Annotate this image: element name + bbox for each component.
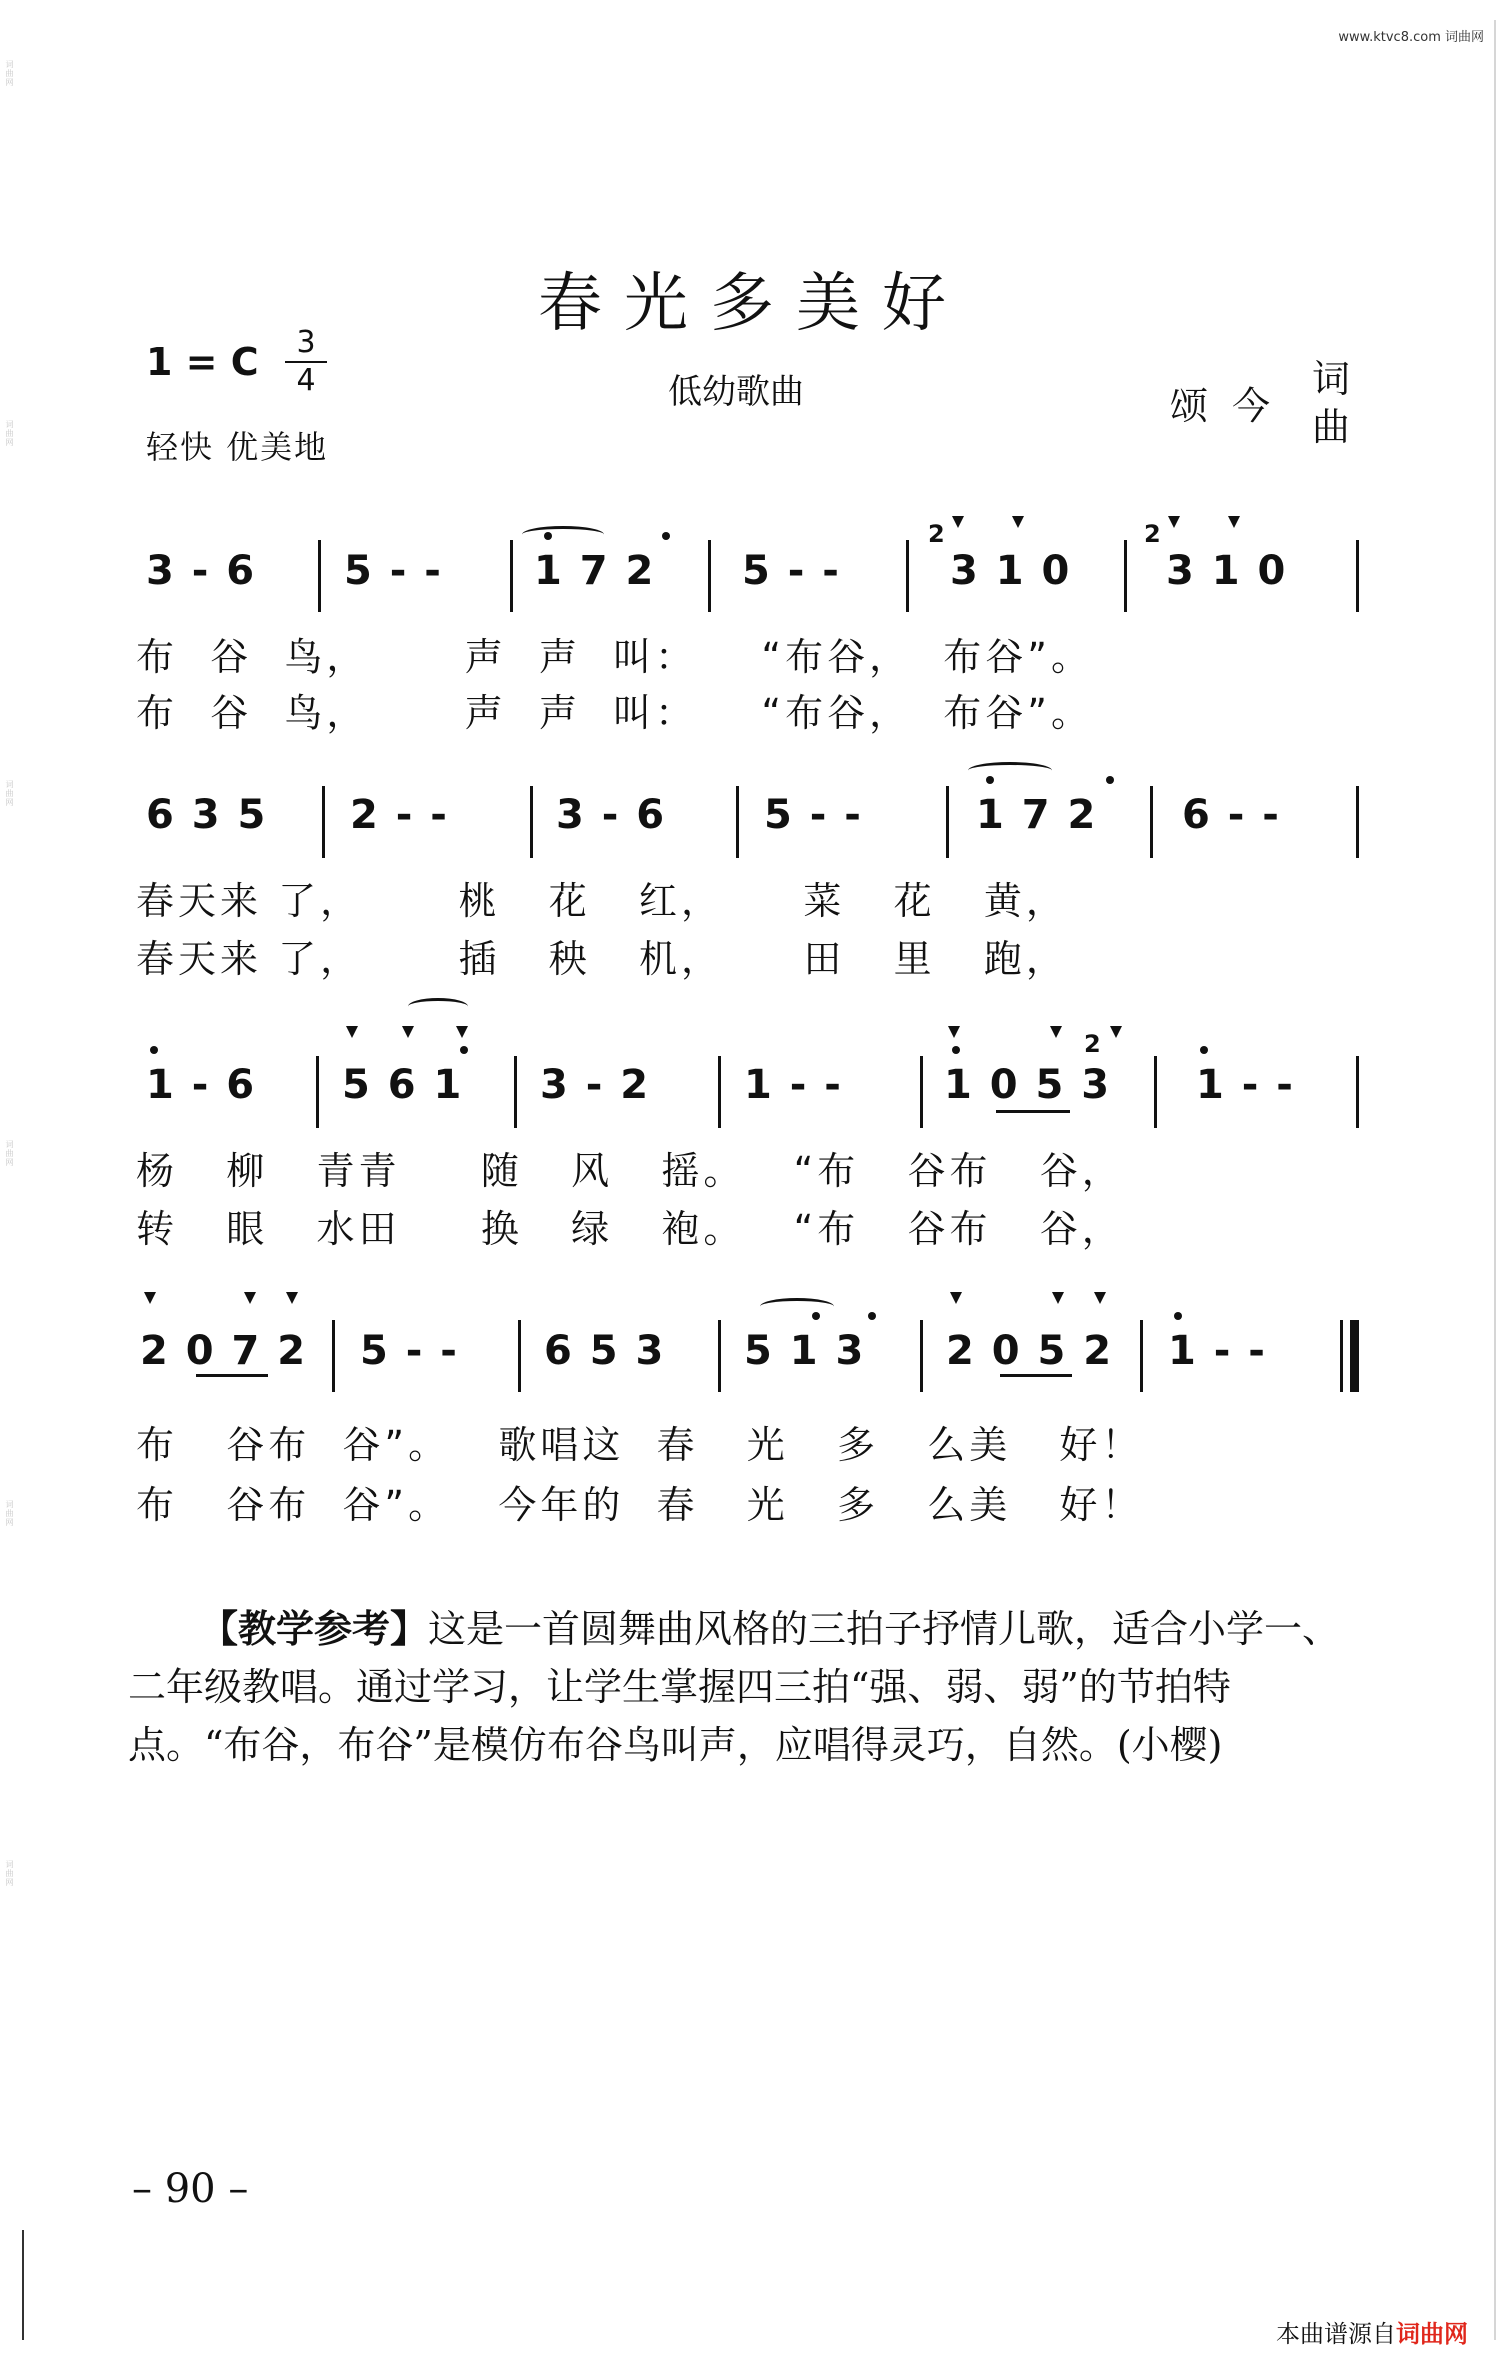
- measure: 5 1 3: [744, 1328, 866, 1374]
- measure: 5 - -: [742, 548, 841, 594]
- measure: 1 - -: [1196, 1062, 1295, 1108]
- lyric-verse-1: 春天来 了， 桃 花 红， 菜 花 黄，: [136, 879, 1068, 923]
- teaching-label: 【教学参考】: [200, 1607, 429, 1651]
- measure: 3 - 6: [556, 792, 667, 838]
- lyric-verse-2: 布 谷 鸟， 声 声 叫： “布谷， 布谷”。: [136, 691, 1093, 735]
- page-number: – 90 –: [132, 2166, 249, 2212]
- teaching-reference: [128, 1600, 1360, 1774]
- role-music: 曲: [1312, 405, 1351, 449]
- role-lyrics: 词: [1312, 357, 1351, 401]
- measure: 3 - 6: [146, 548, 257, 594]
- lyric-verse-2: 布 谷布 谷”。 今年的 春 光 多 么美 好！: [136, 1483, 1144, 1527]
- measure: 5 6 1: [342, 1062, 464, 1108]
- lyric-verse-2: 转 眼 水田 换 绿 袍。 “布 谷布 谷，: [136, 1207, 1124, 1251]
- measure: 6 5 3: [544, 1328, 666, 1374]
- measure: 5 - -: [360, 1328, 459, 1374]
- teaching-text: 这是一首圆舞曲风格的三拍子抒情儿歌，适合小学一、二年级教唱。通过学习，让学生掌握四三拍“强、弱、弱”的节拍特点。“布谷，布谷”是模仿布谷鸟叫声，应唱得灵巧，自然。(小樱): [128, 1607, 1341, 1767]
- measure: 6 - -: [1182, 792, 1281, 838]
- measure: 1 - 6: [146, 1062, 257, 1108]
- song-genre: 低幼歌曲: [668, 372, 804, 412]
- measure: 1 7 2: [534, 548, 656, 594]
- lyric-verse-1: 杨 柳 青青 随 风 摇。 “布 谷布 谷，: [136, 1149, 1124, 1193]
- measure: 3 1 0: [1166, 548, 1288, 594]
- measure: 1 7 2: [976, 792, 1098, 838]
- measure: 2 0 7 2: [140, 1328, 308, 1374]
- lyric-verse-2: 春天来 了， 插 秧 机， 田 里 跑，: [136, 937, 1068, 981]
- song-title: 春光多美好: [538, 267, 968, 341]
- measure: 2 0 5 2: [946, 1328, 1114, 1374]
- footer-brand[interactable]: 词曲网: [1396, 2320, 1468, 2348]
- measure: 1 - -: [1168, 1328, 1267, 1374]
- measure: 5 - -: [344, 548, 443, 594]
- measure: 5 - -: [764, 792, 863, 838]
- margin-mark: [22, 2230, 24, 2340]
- side-watermark-strip: 词曲网 词曲网 词曲网 词曲网 词曲网 词曲网: [5, 60, 14, 1887]
- lyric-verse-1: 布 谷 鸟， 声 声 叫： “布谷， 布谷”。: [136, 635, 1093, 679]
- page-edge-line: [1494, 20, 1496, 2340]
- measure: 1 0 5 3: [944, 1062, 1112, 1108]
- tempo-marking: 轻快 优美地: [146, 428, 329, 466]
- measure: 3 - 2: [540, 1062, 651, 1108]
- time-signature: 3 4: [285, 326, 327, 398]
- measure: 1 - -: [744, 1062, 843, 1108]
- author-name: 颂今: [1170, 384, 1295, 428]
- measure: 2 - -: [350, 792, 449, 838]
- key-signature: 1 = C: [146, 340, 259, 384]
- measure: 3 1 0: [950, 548, 1072, 594]
- site-url[interactable]: www.ktvc8.com 词曲网: [1338, 30, 1484, 45]
- lyric-verse-1: 布 谷布 谷”。 歌唱这 春 光 多 么美 好！: [136, 1423, 1144, 1467]
- footer-source[interactable]: 本曲谱源自词曲网: [1276, 2320, 1468, 2348]
- measure: 6 3 5: [146, 792, 268, 838]
